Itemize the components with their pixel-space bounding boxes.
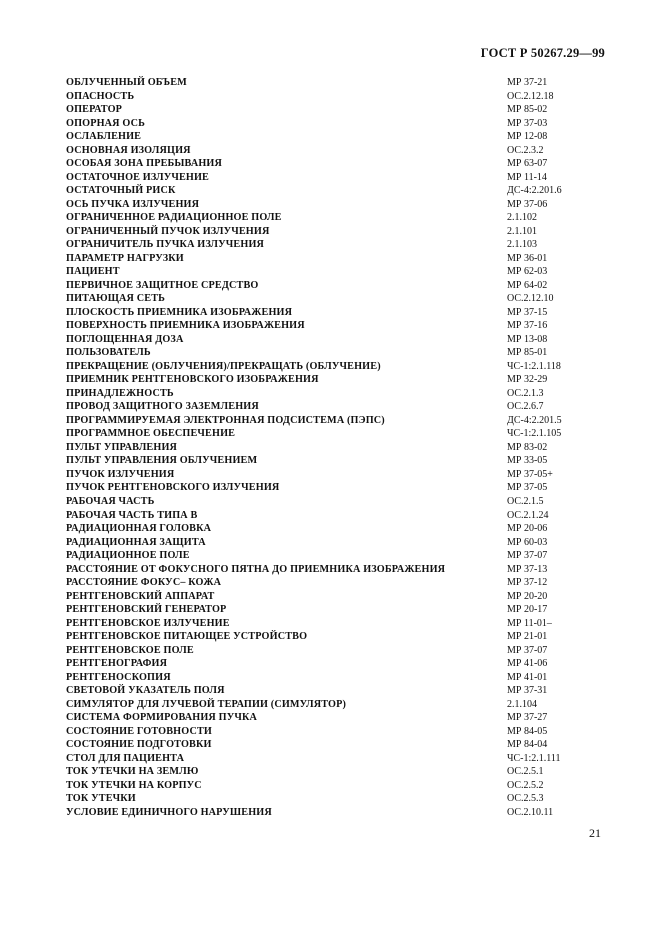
term-reference: МР 64-02 xyxy=(507,279,548,291)
term-row xyxy=(66,441,586,455)
term-reference: ОС.2.12.18 xyxy=(507,90,554,102)
term-reference: ОС.2.3.2 xyxy=(507,144,544,156)
term-reference: 2.1.102 xyxy=(507,212,537,224)
term-row xyxy=(66,184,586,198)
term-reference: МР 36-01 xyxy=(507,252,548,264)
term-reference: МР 37-05 xyxy=(507,482,548,494)
term-reference: ОС.2.5.3 xyxy=(507,793,544,805)
term-row xyxy=(66,400,586,414)
term-row xyxy=(66,144,586,158)
term-reference: МР 37-21 xyxy=(507,77,548,88)
term-reference: ОС.2.6.7 xyxy=(507,401,544,413)
term-name: РЕНТГЕНОГРАФИЯ xyxy=(66,658,168,670)
term-name: РЕНТГЕНОВСКИЙ ГЕНЕРАТОР xyxy=(66,604,227,616)
term-row xyxy=(66,157,586,171)
term-row xyxy=(66,333,586,347)
term-row xyxy=(66,725,586,739)
term-row xyxy=(66,225,586,239)
term-name: ПУЧОК РЕНТГЕНОВСКОГО ИЗЛУЧЕНИЯ xyxy=(66,482,280,494)
term-reference: 2.1.103 xyxy=(507,239,537,251)
term-name: ПОЛЬЗОВАТЕЛЬ xyxy=(66,347,151,359)
term-reference: МР 62-03 xyxy=(507,266,548,278)
term-row xyxy=(66,454,586,468)
term-row xyxy=(66,171,586,185)
term-name: ПРОВОД ЗАЩИТНОГО ЗАЗЕМЛЕНИЯ xyxy=(66,401,259,413)
page-number: 21 xyxy=(589,826,601,840)
term-row xyxy=(66,373,586,387)
term-reference: МР 37-06 xyxy=(507,198,548,210)
term-reference: МР 41-01 xyxy=(507,671,548,683)
term-reference: МР 37-27 xyxy=(507,712,548,724)
term-row xyxy=(66,414,586,428)
term-reference: ДС-4:2.201.5 xyxy=(507,414,562,426)
term-reference: МР 11-01– xyxy=(507,617,552,629)
term-row xyxy=(66,360,586,374)
term-row xyxy=(66,130,586,144)
term-row xyxy=(66,319,586,333)
term-name: СОСТОЯНИЕ ПОДГОТОВКИ xyxy=(66,739,212,751)
term-name: ПОГЛОЩЕННАЯ ДОЗА xyxy=(66,333,184,345)
term-row xyxy=(66,211,586,225)
term-reference: МР 85-02 xyxy=(507,104,548,116)
term-reference: МР 37-31 xyxy=(507,685,548,697)
term-name: ОПОРНАЯ ОСЬ xyxy=(66,117,145,129)
term-name: ПЕРВИЧНОЕ ЗАЩИТНОЕ СРЕДСТВО xyxy=(66,279,259,291)
term-row xyxy=(66,657,586,671)
term-reference: МР 84-04 xyxy=(507,739,548,751)
term-row xyxy=(66,630,586,644)
term-reference: МР 37-05+ xyxy=(507,468,553,480)
term-reference: ЧС-1:2.1.105 xyxy=(507,428,562,440)
term-reference: МР 85-01 xyxy=(507,347,548,359)
term-name: РАДИАЦИОННАЯ ЗАЩИТА xyxy=(66,536,206,548)
term-row xyxy=(66,346,586,360)
term-row xyxy=(66,752,586,766)
term-reference: МР 63-07 xyxy=(507,158,548,170)
term-reference: МР 37-13 xyxy=(507,563,548,575)
term-name: СИСТЕМА ФОРМИРОВАНИЯ ПУЧКА xyxy=(66,712,257,724)
term-name: ПЛОСКОСТЬ ПРИЕМНИКА ИЗОБРАЖЕНИЯ xyxy=(66,306,293,318)
term-name: ПРИНАДЛЕЖНОСТЬ xyxy=(66,387,174,399)
term-reference: 2.1.101 xyxy=(507,225,537,237)
term-name: ОСТАТОЧНОЕ ИЗЛУЧЕНИЕ xyxy=(66,171,209,183)
term-row xyxy=(66,765,586,779)
terms-index-list xyxy=(66,76,586,819)
term-reference: МР 37-16 xyxy=(507,320,548,332)
term-name: ПУЛЬТ УПРАВЛЕНИЯ ОБЛУЧЕНИЕМ xyxy=(66,455,258,467)
term-name: УСЛОВИЕ ЕДИНИЧНОГО НАРУШЕНИЯ xyxy=(66,806,272,818)
term-name: СТОЛ ДЛЯ ПАЦИЕНТА xyxy=(66,752,185,764)
term-name: СВЕТОВОЙ УКАЗАТЕЛЬ ПОЛЯ xyxy=(66,685,225,697)
term-row xyxy=(66,76,586,90)
term-row xyxy=(66,738,586,752)
term-row xyxy=(66,238,586,252)
term-name: ОПАСНОСТЬ xyxy=(66,90,135,102)
term-name: ПАЦИЕНТ xyxy=(66,266,120,278)
term-name: РЕНТГЕНОВСКОЕ ИЗЛУЧЕНИЕ xyxy=(66,617,230,629)
term-reference: МР 12-08 xyxy=(507,131,548,143)
term-reference: МР 11-14 xyxy=(507,171,547,183)
term-row xyxy=(66,279,586,293)
term-name: ПРИЕМНИК РЕНТГЕНОВСКОГО ИЗОБРАЖЕНИЯ xyxy=(66,374,319,386)
term-name: РЕНТГЕНОВСКИЙ АППАРАТ xyxy=(66,590,215,602)
term-row xyxy=(66,549,586,563)
term-reference: ОС.2.5.2 xyxy=(507,779,544,791)
term-name: РАДИАЦИОННАЯ ГОЛОВКА xyxy=(66,523,212,535)
term-name: ОГРАНИЧИТЕЛЬ ПУЧКА ИЗЛУЧЕНИЯ xyxy=(66,239,265,251)
term-name: РАБОЧАЯ ЧАСТЬ xyxy=(66,495,155,507)
term-reference: ОС.2.12.10 xyxy=(507,293,554,305)
term-row xyxy=(66,90,586,104)
term-row xyxy=(66,684,586,698)
term-reference: ОС.2.1.5 xyxy=(507,495,544,507)
term-name: РЕНТГЕНОВСКОЕ ПОЛЕ xyxy=(66,644,194,656)
term-name: ПРЕКРАЩЕНИЕ (ОБЛУЧЕНИЯ)/ПРЕКРАЩАТЬ (ОБЛУЧЕНИЕ) xyxy=(66,360,381,372)
term-row xyxy=(66,792,586,806)
term-name: ОГРАНИЧЕННОЕ РАДИАЦИОННОЕ ПОЛЕ xyxy=(66,212,282,224)
term-reference: МР 41-06 xyxy=(507,658,548,670)
term-row xyxy=(66,698,586,712)
term-row xyxy=(66,617,586,631)
term-row xyxy=(66,806,586,820)
term-name: ОСЬ ПУЧКА ИЗЛУЧЕНИЯ xyxy=(66,198,200,210)
term-name: ПРОГРАММИРУЕМАЯ ЭЛЕКТРОННАЯ ПОДСИСТЕМА (ПЭПС) xyxy=(66,414,385,426)
term-row xyxy=(66,590,586,604)
term-row xyxy=(66,603,586,617)
term-row xyxy=(66,576,586,590)
term-row xyxy=(66,252,586,266)
term-name: РЕНТГЕНОВСКОЕ ПИТАЮЩЕЕ УСТРОЙСТВО xyxy=(66,631,308,643)
term-reference: МР 60-03 xyxy=(507,536,548,548)
term-row xyxy=(66,427,586,441)
term-reference: ОС.2.10.11 xyxy=(507,806,554,818)
term-name: ПОВЕРХНОСТЬ ПРИЕМНИКА ИЗОБРАЖЕНИЯ xyxy=(66,320,305,332)
term-row xyxy=(66,117,586,131)
term-name: РАССТОЯНИЕ ФОКУС– КОЖА xyxy=(66,577,222,589)
term-row xyxy=(66,306,586,320)
term-name: ОСЛАБЛЕНИЕ xyxy=(66,131,142,143)
term-reference: МР 83-02 xyxy=(507,441,548,453)
term-row xyxy=(66,644,586,658)
term-name: ПРОГРАММНОЕ ОБЕСПЕЧЕНИЕ xyxy=(66,428,236,440)
term-name: РАДИАЦИОННОЕ ПОЛЕ xyxy=(66,550,190,562)
term-reference: ЧС-1:2.1.118 xyxy=(507,360,561,372)
term-reference: МР 33-05 xyxy=(507,455,548,467)
document-header-standard-id: ГОСТ Р 50267.29—99 xyxy=(480,46,605,60)
term-name: ПУЛЬТ УПРАВЛЕНИЯ xyxy=(66,441,178,453)
term-reference: МР 13-08 xyxy=(507,333,548,345)
term-name: ОПЕРАТОР xyxy=(66,104,123,116)
term-name: ОГРАНИЧЕННЫЙ ПУЧОК ИЗЛУЧЕНИЯ xyxy=(66,225,270,237)
term-reference: МР 37-07 xyxy=(507,644,548,656)
term-reference: ЧС-1:2.1.111 xyxy=(507,752,561,764)
term-name: ТОК УТЕЧКИ xyxy=(66,793,136,805)
term-reference: МР 37-15 xyxy=(507,306,548,318)
term-name: ПИТАЮЩАЯ СЕТЬ xyxy=(66,293,166,305)
term-row xyxy=(66,536,586,550)
term-row xyxy=(66,779,586,793)
term-name: РЕНТГЕНОСКОПИЯ xyxy=(66,671,171,683)
term-reference: 2.1.104 xyxy=(507,698,537,710)
term-name: ТОК УТЕЧКИ НА ЗЕМЛЮ xyxy=(66,766,199,778)
term-name: РАССТОЯНИЕ ОТ ФОКУСНОГО ПЯТНА ДО ПРИЕМНИКА ИЗОБРАЖЕНИЯ xyxy=(66,563,446,575)
term-name: СИМУЛЯТОР ДЛЯ ЛУЧЕВОЙ ТЕРАПИИ (СИМУЛЯТОР) xyxy=(66,698,347,710)
term-reference: ОС.2.5.1 xyxy=(507,766,544,778)
term-name: РАБОЧАЯ ЧАСТЬ ТИПА В xyxy=(66,509,198,521)
term-reference: МР 32-29 xyxy=(507,374,548,386)
term-reference: МР 20-17 xyxy=(507,604,548,616)
term-name: ТОК УТЕЧКИ НА КОРПУС xyxy=(66,779,202,791)
term-reference: ДС-4:2.201.6 xyxy=(507,185,562,197)
term-row xyxy=(66,509,586,523)
term-name: ОСНОВНАЯ ИЗОЛЯЦИЯ xyxy=(66,144,191,156)
term-reference: ОС.2.1.3 xyxy=(507,387,544,399)
term-row xyxy=(66,198,586,212)
term-name: ПУЧОК ИЗЛУЧЕНИЯ xyxy=(66,468,175,480)
term-reference: МР 21-01 xyxy=(507,631,548,643)
term-row xyxy=(66,103,586,117)
term-name: ПАРАМЕТР НАГРУЗКИ xyxy=(66,252,184,264)
term-reference: МР 37-03 xyxy=(507,117,548,129)
term-row xyxy=(66,265,586,279)
term-row xyxy=(66,522,586,536)
term-row xyxy=(66,387,586,401)
term-reference: МР 20-06 xyxy=(507,523,548,535)
term-row xyxy=(66,468,586,482)
term-row xyxy=(66,495,586,509)
term-reference: ОС.2.1.24 xyxy=(507,509,549,521)
term-reference: МР 37-12 xyxy=(507,577,548,589)
term-name: ОСТАТОЧНЫЙ РИСК xyxy=(66,185,176,197)
term-row xyxy=(66,711,586,725)
term-reference: МР 37-07 xyxy=(507,550,548,562)
term-reference: МР 20-20 xyxy=(507,590,548,602)
term-row xyxy=(66,481,586,495)
term-name: СОСТОЯНИЕ ГОТОВНОСТИ xyxy=(66,725,212,737)
term-name: ОСОБАЯ ЗОНА ПРЕБЫВАНИЯ xyxy=(66,158,223,170)
term-reference: МР 84-05 xyxy=(507,725,548,737)
term-row xyxy=(66,563,586,577)
term-row xyxy=(66,292,586,306)
term-row xyxy=(66,671,586,685)
term-name: ОБЛУЧЕННЫЙ ОБЪЕМ xyxy=(66,77,187,88)
